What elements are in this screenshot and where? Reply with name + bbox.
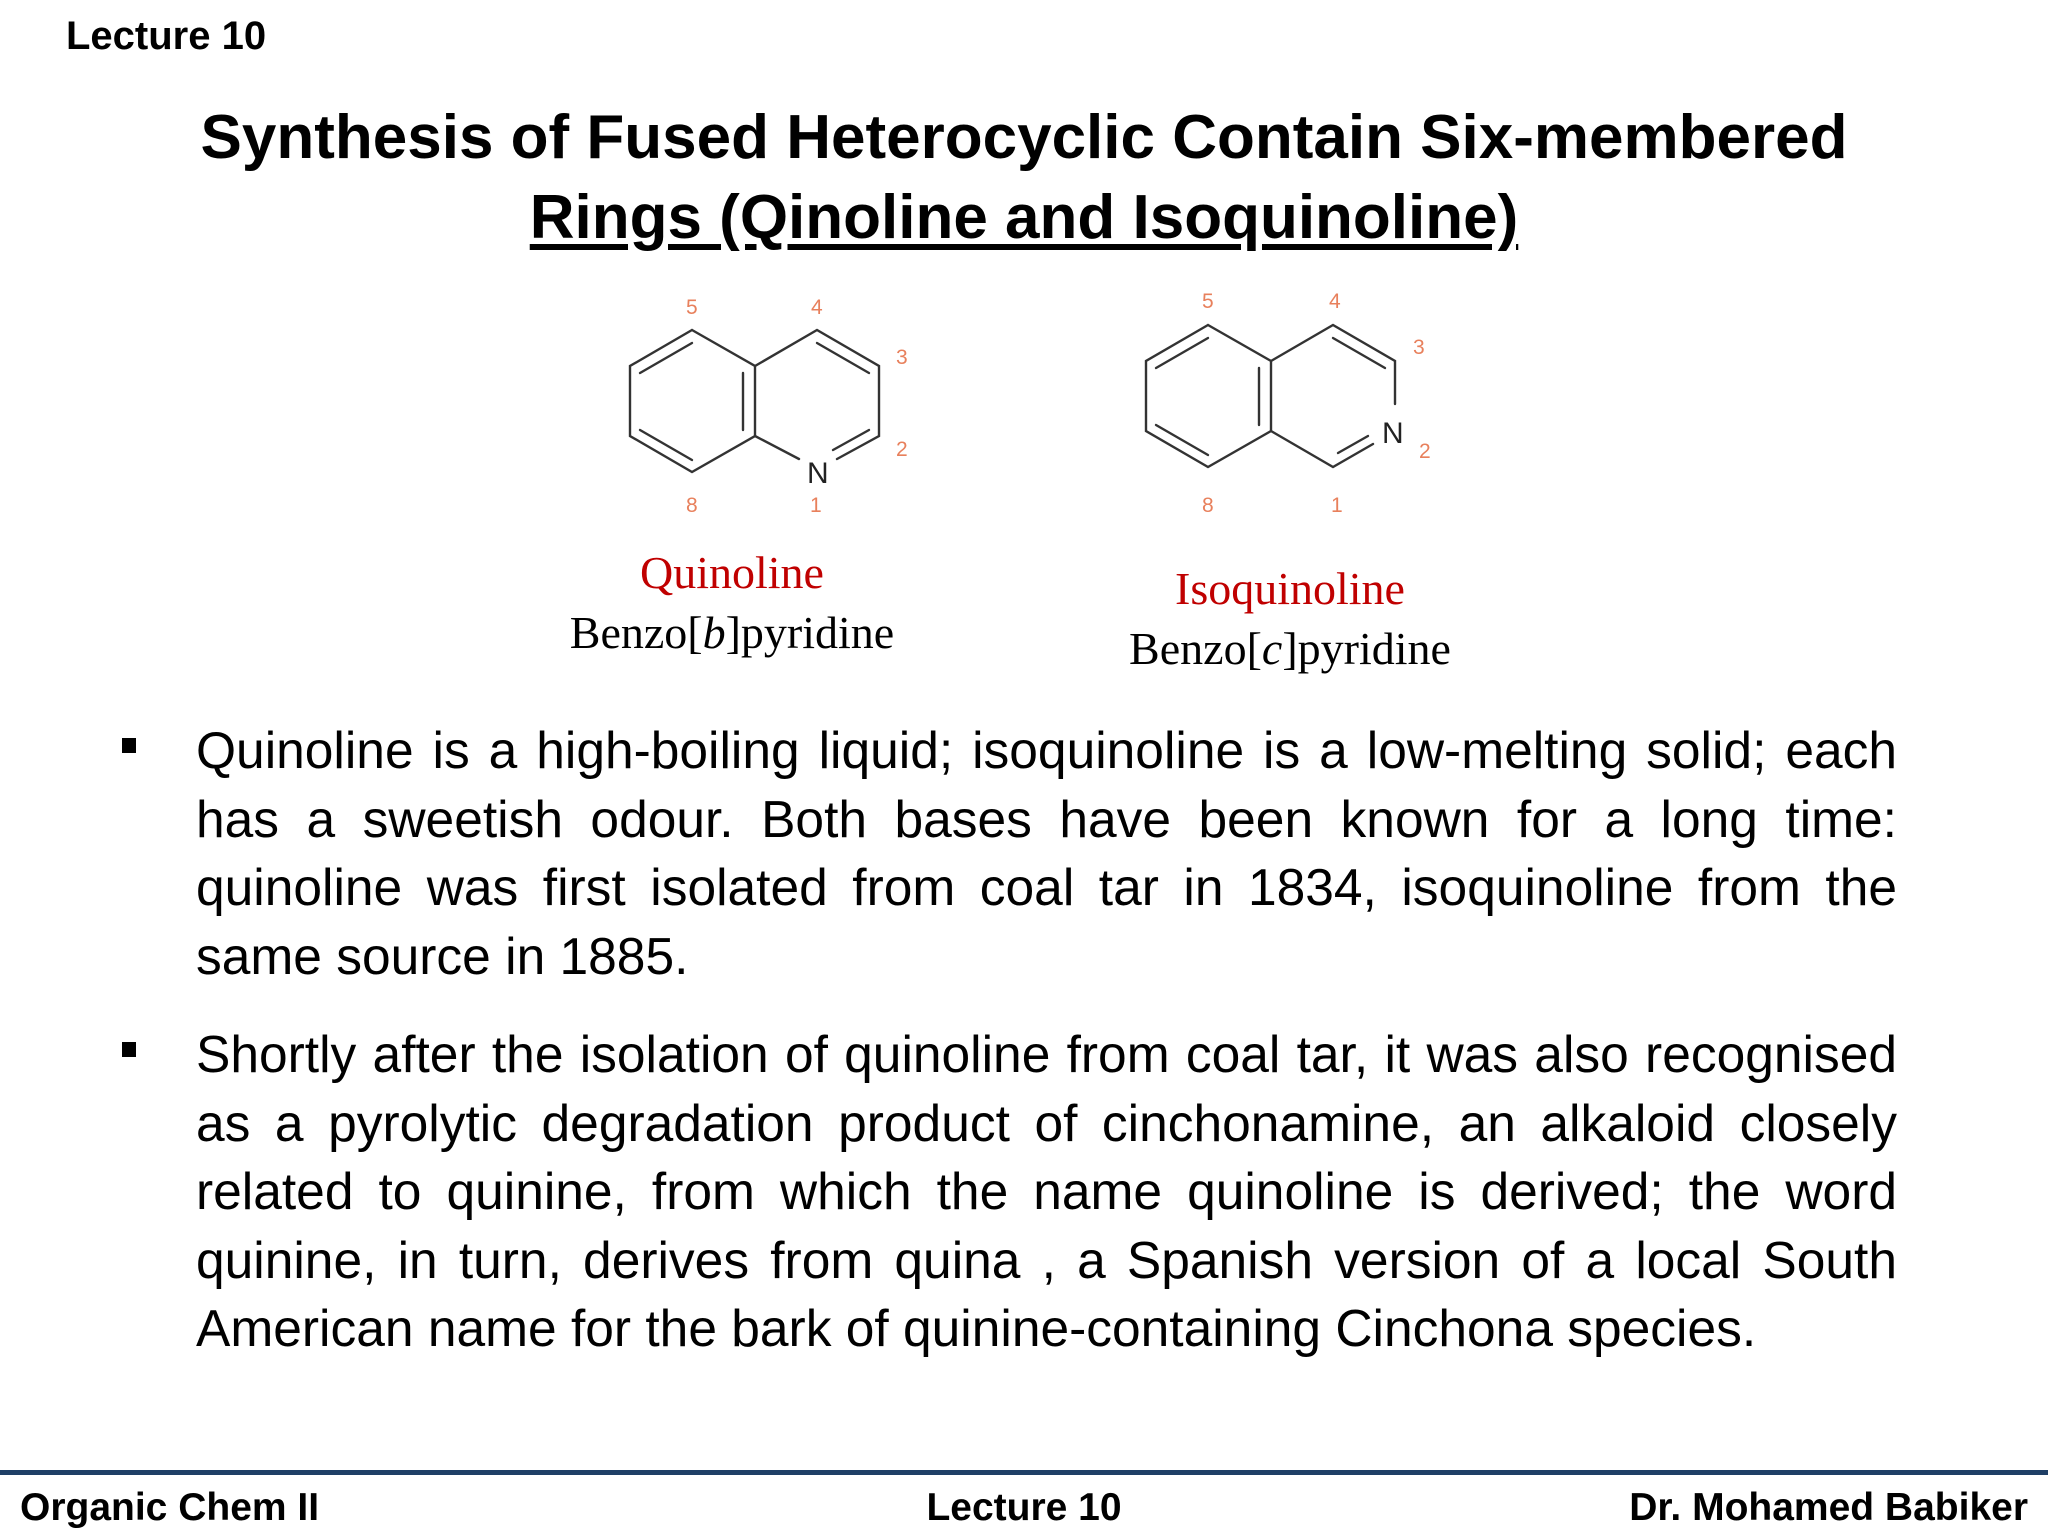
lecture-label: Lecture 10 — [66, 14, 267, 58]
nitrogen-atom-label: N — [1382, 417, 1404, 450]
title-line-1: Synthesis of Fused Heterocyclic Contain Six-membered — [200, 103, 1848, 172]
locant-1: 1 — [810, 494, 822, 517]
locant-8: 8 — [1202, 494, 1214, 517]
locant-2: 2 — [896, 438, 908, 461]
quinoline-structure — [600, 280, 940, 530]
locant-5: 5 — [686, 296, 698, 319]
footer-course: Organic Chem II — [20, 1486, 320, 1529]
locant-2: 2 — [1419, 440, 1431, 463]
locant-4: 4 — [811, 296, 823, 319]
isoquinoline-name: Isoquinoline — [1175, 563, 1405, 614]
slide-title — [0, 98, 2048, 258]
bullet-text: Quinoline is a high-boiling liquid; isoquinoline is a low-melting solid; each has a sweetish odour. Both bases have been known for a long time: quinoline was first isolated from coal tar in 1834, isoquinoline from the same source in 1885. — [196, 721, 1897, 985]
locant-1: 1 — [1331, 494, 1343, 517]
footer-lecture: Lecture 10 — [926, 1486, 1122, 1529]
footer-author: Dr. Mohamed Babiker — [1629, 1486, 2028, 1529]
quinoline-systematic-name: Benzo[b]pyridine — [569, 607, 895, 658]
locant-5: 5 — [1202, 290, 1214, 313]
title-line-2: Rings (Qinoline and Isoquinoline) — [529, 183, 1519, 252]
bullet-list — [112, 716, 1897, 1393]
locant-3: 3 — [1413, 336, 1425, 359]
list-item — [112, 716, 1897, 990]
square-bullet-icon — [122, 738, 136, 753]
isoquinoline-structure — [1116, 280, 1456, 530]
locant-3: 3 — [896, 346, 908, 369]
locant-8: 8 — [686, 494, 698, 517]
locant-4: 4 — [1329, 290, 1341, 313]
isoquinoline-systematic-name: Benzo[c]pyridine — [1129, 623, 1451, 674]
square-bullet-icon — [122, 1042, 136, 1057]
bullet-text: Shortly after the isolation of quinoline from coal tar, it was also recognised as a pyrolytic degradation product of cinchonamine, an alkaloid closely related to quinine, from which the name quinoline is derived; the word quinine, in turn, derives from quina , a Spanish version of a local South American name for the bark of quinine-containing Cinchona species. — [196, 1025, 1897, 1357]
quinoline-name: Quinoline — [640, 547, 824, 598]
footer-divider — [0, 1470, 2048, 1475]
list-item — [112, 1020, 1897, 1363]
nitrogen-atom-label: N — [807, 457, 829, 490]
